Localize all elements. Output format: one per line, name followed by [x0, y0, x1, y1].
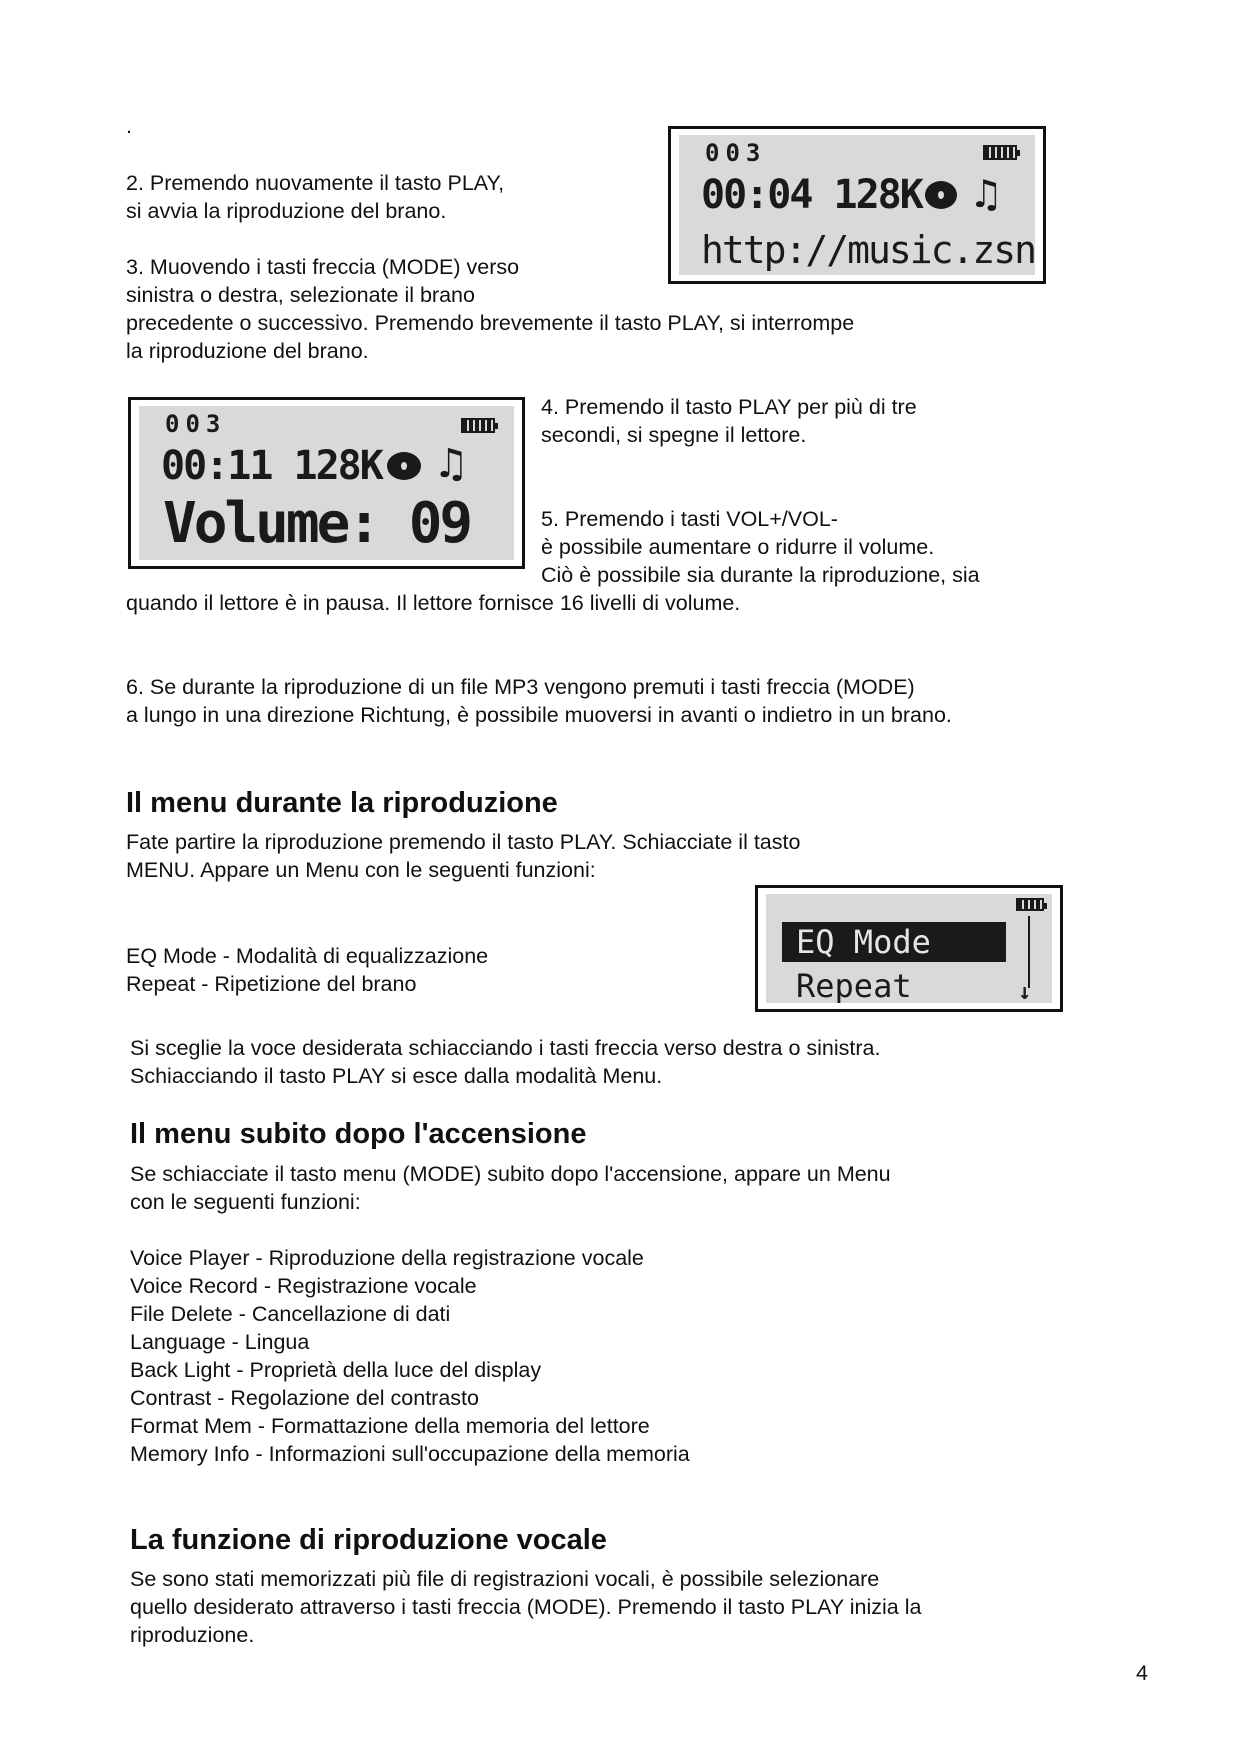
lcd-screen	[679, 135, 1035, 275]
disc-icon	[925, 181, 957, 209]
url-line: http://music.zsn	[701, 228, 1035, 272]
section3-line3: riproduzione.	[130, 1623, 255, 1647]
time-bitrate: 00:11 128K	[161, 443, 382, 489]
section3-line1: Se sono stati memorizzati più file di registrazioni vocali, è possibile selezionare	[130, 1567, 880, 1591]
section2-intro-line1: Se schiacciate il tasto menu (MODE) subito dopo l'accensione, appare un Menu	[130, 1162, 891, 1186]
section2-item: Format Mem - Formattazione della memoria del lettore	[130, 1414, 650, 1438]
section2-intro-line2: con le seguenti funzioni:	[130, 1190, 361, 1214]
arrow-down-icon: ↓	[1018, 980, 1032, 1003]
section2-item: Memory Info - Informazioni sull'occupazione della memoria	[130, 1442, 690, 1466]
stray-dot: .	[126, 114, 132, 138]
battery-icon	[461, 418, 495, 433]
section1-item-repeat: Repeat - Ripetizione del brano	[126, 972, 417, 996]
track-number: 003	[165, 410, 227, 438]
heading-menu-during-playback: Il menu durante la riproduzione	[126, 787, 558, 819]
step4-line2: secondi, si spegne il lettore.	[541, 423, 807, 447]
section1-outro-line2: Schiacciando il tasto PLAY si esce dalla modalità Menu.	[130, 1064, 663, 1088]
step3-line1: 3. Muovendo i tasti freccia (MODE) verso	[126, 255, 520, 279]
heading-menu-after-poweron: Il menu subito dopo l'accensione	[130, 1118, 587, 1150]
section2-item: Contrast - Regolazione del contrasto	[130, 1386, 479, 1410]
lcd-display-menu	[755, 885, 1063, 1012]
menu-item-repeat: Repeat	[796, 967, 912, 1003]
battery-icon	[1016, 898, 1044, 911]
menu-item-eq-mode: EQ Mode	[796, 923, 931, 961]
disc-icon	[387, 452, 421, 480]
section3-line2: quello desiderato attraverso i tasti freccia (MODE). Premendo il tasto PLAY inizia la	[130, 1595, 922, 1619]
section2-item: Back Light - Proprietà della luce del display	[130, 1358, 542, 1382]
step2-line2: si avvia la riproduzione del brano.	[126, 199, 447, 223]
section1-intro-line2: MENU. Appare un Menu con le seguenti funzioni:	[126, 858, 596, 882]
step5-line4: quando il lettore è in pausa. Il lettore fornisce 16 livelli di volume.	[126, 591, 741, 615]
time-bitrate: 00:04 128K	[701, 172, 922, 218]
step6-line2: a lungo in una direzione Richtung, è possibile muoversi in avanti o indietro in un brano.	[126, 703, 952, 727]
music-note-icon: ♫	[433, 441, 469, 487]
step3-line2: sinistra o destra, selezionate il brano	[126, 283, 475, 307]
section2-item: Voice Player - Riproduzione della registrazione vocale	[130, 1246, 644, 1270]
lcd-display-playback	[668, 126, 1046, 284]
lcd-screen	[766, 894, 1052, 1003]
section1-item-eq: EQ Mode - Modalità di equalizzazione	[126, 944, 489, 968]
step3-line3: precedente o successivo. Premendo brevemente il tasto PLAY, si interrompe	[126, 311, 855, 335]
track-number: 003	[705, 139, 767, 167]
heading-voice-playback: La funzione di riproduzione vocale	[130, 1524, 607, 1556]
lcd-display-volume	[128, 397, 525, 569]
step5-line2: è possibile aumentare o ridurre il volume.	[541, 535, 935, 559]
step3-line4: la riproduzione del brano.	[126, 339, 369, 363]
section2-item: Voice Record - Registrazione vocale	[130, 1274, 477, 1298]
page-number: 4	[1136, 1661, 1148, 1685]
step5-line3: Ciò è possibile sia durante la riproduzione, sia	[541, 563, 980, 587]
scrollbar-track	[1028, 916, 1030, 988]
step5-line1: 5. Premendo i tasti VOL+/VOL-	[541, 507, 838, 531]
step2-line1: 2. Premendo nuovamente il tasto PLAY,	[126, 171, 505, 195]
step4-line1: 4. Premendo il tasto PLAY per più di tre	[541, 395, 917, 419]
battery-icon	[983, 145, 1017, 160]
section1-outro-line1: Si sceglie la voce desiderata schiacciando i tasti freccia verso destra o sinistra.	[130, 1036, 881, 1060]
section2-item: File Delete - Cancellazione di dati	[130, 1302, 451, 1326]
music-note-icon: ♫	[969, 172, 1004, 216]
volume-line: Volume: 09	[163, 491, 471, 556]
step6-line1: 6. Se durante la riproduzione di un file MP3 vengono premuti i tasti freccia (MODE)	[126, 675, 915, 699]
lcd-screen	[139, 406, 514, 560]
section1-intro-line1: Fate partire la riproduzione premendo il tasto PLAY. Schiacciate il tasto	[126, 830, 801, 854]
section2-item: Language - Lingua	[130, 1330, 310, 1354]
